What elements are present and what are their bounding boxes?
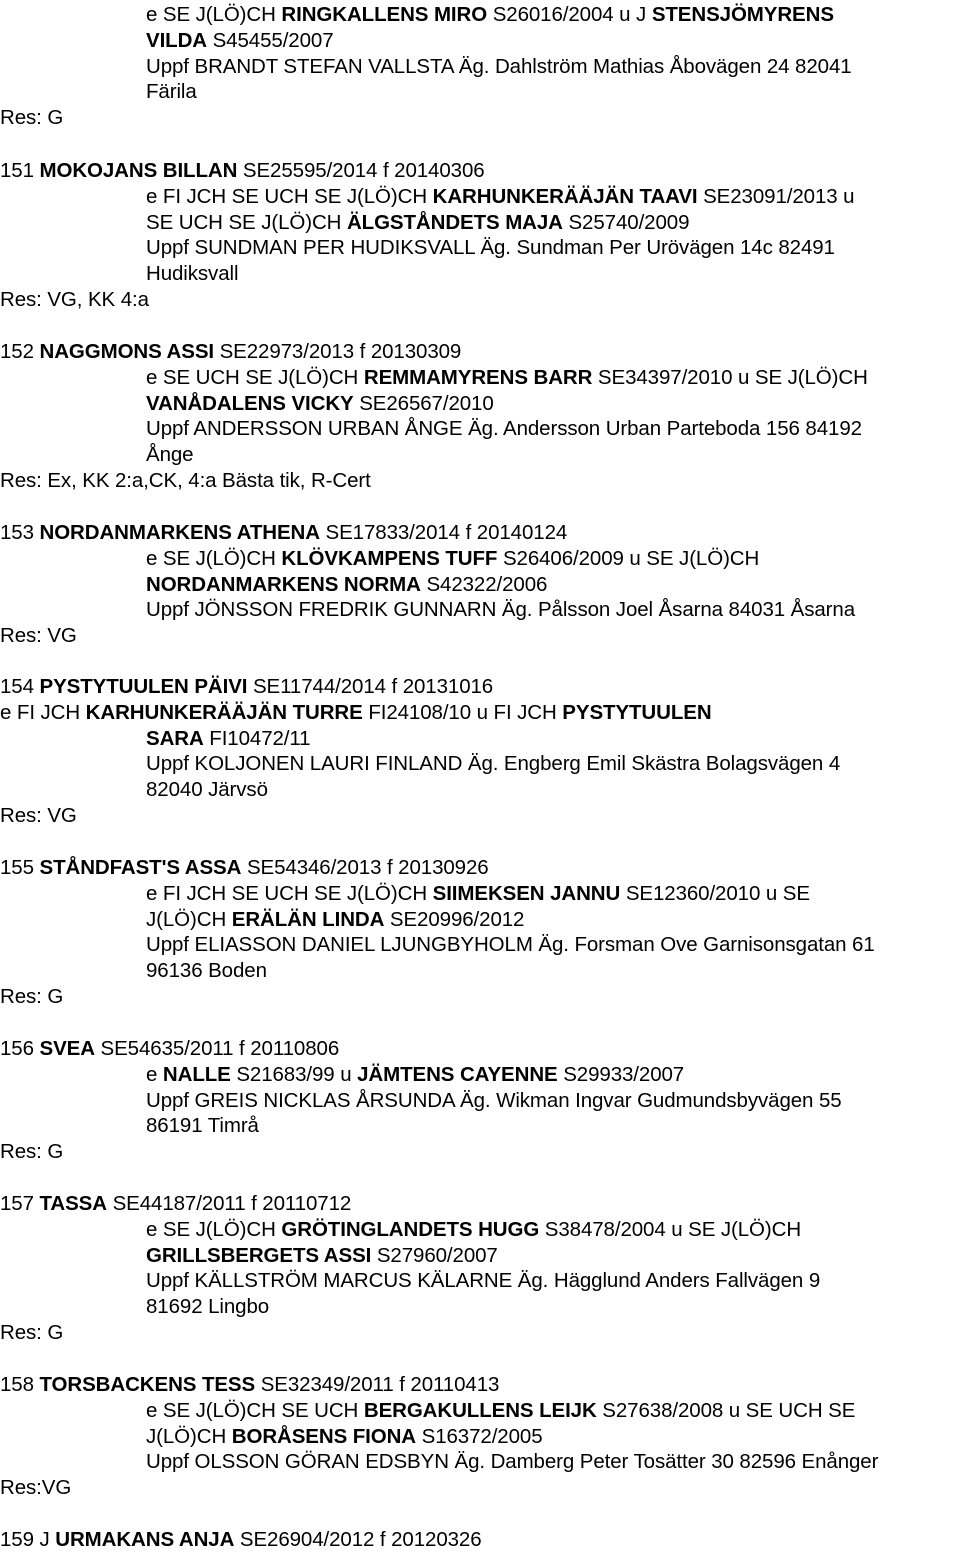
pedigree-line (0, 391, 960, 417)
dog-name: TORSBACKENS TESS (39, 1373, 256, 1396)
sire-name: GRÖTINGLANDETS HUGG (281, 1217, 540, 1241)
entry-154 (0, 674, 960, 829)
dog-reg: SE54346/2013 f 20130926 (241, 856, 489, 879)
entry-number: 156 (0, 1037, 40, 1060)
dog-name: NAGGMONS ASSI (39, 340, 214, 363)
dam-reg: S16372/2005 (416, 1424, 543, 1448)
pedigree-line (0, 210, 960, 236)
dam-reg: S42322/2006 (420, 572, 548, 596)
entry-158 (0, 1372, 960, 1501)
dam-name: STENSJÖMYRENS (651, 3, 834, 26)
sire-reg: S27638/2008 u SE UCH SE (596, 1398, 856, 1422)
breeder-line: Uppf ANDERSSON URBAN ÅNGE Äg. Andersson Urban Parteboda 156 84192 (146, 417, 862, 441)
entry-number: 152 (0, 340, 40, 363)
breeder-line: 96136 Boden (146, 959, 267, 983)
dog-name: NORDANMARKENS ATHENA (39, 521, 320, 544)
entry-155 (0, 855, 960, 1010)
title-prefix: e FI JCH SE UCH SE J(LÖ)CH (146, 184, 433, 208)
entry-153 (0, 520, 960, 649)
breeder-line: 82040 Järvsö (146, 778, 268, 802)
sire-name: RINGKALLENS MIRO (281, 3, 488, 26)
breeder-line: Uppf JÖNSSON FREDRIK GUNNARN Äg. Pålsson Joel Åsarna 84031 Åsarna (146, 598, 855, 622)
dog-name: MOKOJANS BILLAN (39, 159, 238, 182)
pedigree-line (0, 881, 960, 907)
pedigree-line (0, 700, 960, 726)
dam-reg: FI10472/11 (203, 726, 311, 750)
dam-reg: S27960/2007 (371, 1243, 498, 1267)
dam-reg: S29933/2007 (557, 1062, 685, 1086)
result-line: Res: G (0, 106, 64, 130)
title-prefix: e SE J(LÖ)CH SE UCH (146, 1398, 364, 1422)
pedigree-line (0, 1398, 960, 1424)
entry-header (0, 1372, 960, 1398)
sire-reg: SE34397/2010 u SE J(LÖ)CH (592, 365, 868, 389)
dog-name: PYSTYTUULEN PÄIVI (39, 675, 248, 698)
title-prefix: e SE J(LÖ)CH (146, 546, 282, 570)
result-line: Res: Ex, KK 2:a,CK, 4:a Bästa tik, R-Cert (0, 468, 371, 492)
entry-header (0, 1191, 960, 1217)
sire-name: REMMAMYRENS BARR (363, 365, 593, 389)
breeder-line: Uppf KÄLLSTRÖM MARCUS KÄLARNE Äg. Hägglund Anders Fallvägen 9 (146, 1269, 821, 1293)
sire-name: KLÖVKAMPENS TUFF (281, 546, 498, 570)
dog-reg: SE26904/2012 f 20120326 (234, 1528, 482, 1551)
sire-reg: SE12360/2010 u SE (620, 881, 810, 905)
result-line: Res: G (0, 984, 64, 1008)
breeder-line: Uppf BRANDT STEFAN VALLSTA Äg. Dahlström Mathias Åbovägen 24 82041 (146, 54, 852, 78)
dam-name: VILDA (146, 28, 208, 52)
title-prefix: J(LÖ)CH (146, 1424, 232, 1448)
dam-reg: S25740/2009 (562, 210, 690, 234)
entry-header (0, 1036, 960, 1062)
pedigree-line (0, 28, 960, 54)
sire-reg: S26016/2004 u J (487, 3, 652, 26)
title-prefix: SE UCH SE J(LÖ)CH (146, 210, 347, 234)
result-line: Res: VG, KK 4:a (0, 287, 149, 311)
entry-header (0, 674, 960, 700)
dog-name: TASSA (39, 1192, 107, 1215)
result-line: Res: VG (0, 803, 77, 827)
title-prefix: J(LÖ)CH (146, 907, 232, 931)
title-prefix: e SE J(LÖ)CH (146, 1217, 282, 1241)
result-line: Res:VG (0, 1476, 72, 1500)
entry-number: 155 (0, 856, 40, 879)
sire-name: SIIMEKSEN JANNU (432, 881, 621, 905)
dam-reg: SE20996/2012 (384, 907, 525, 931)
dog-name: STÅNDFAST'S ASSA (39, 856, 242, 879)
result-line: Res: G (0, 1140, 64, 1164)
sire-reg: S21683/99 u (230, 1062, 358, 1086)
breeder-line: Hudiksvall (146, 262, 239, 286)
dam-name: GRILLSBERGETS ASSI (146, 1243, 372, 1267)
dam-reg: S45455/2007 (207, 28, 334, 52)
dog-reg: SE54635/2011 f 20110806 (94, 1037, 340, 1060)
entry-number: 154 (0, 675, 40, 698)
dam-name: ERÄLÄN LINDA (231, 907, 385, 931)
entry-152 (0, 339, 960, 494)
result-line: Res: VG (0, 624, 77, 648)
entry-number: 153 (0, 521, 40, 544)
sire-name: KARHUNKERÄÄJÄN TAAVI (432, 184, 698, 208)
breeder-line: Ånge (146, 443, 194, 467)
pedigree-line (0, 365, 960, 391)
dog-reg: SE11744/2014 f 20131016 (247, 675, 494, 698)
entry-header (0, 158, 960, 184)
entry-159 (0, 1527, 960, 1553)
pedigree-line (0, 184, 960, 210)
pedigree-line (0, 907, 960, 933)
dam-name: BORÅSENS FIONA (231, 1424, 417, 1448)
dam-name: NORDANMARKENS NORMA (146, 572, 421, 596)
entry-header (0, 1527, 960, 1553)
dog-reg: SE44187/2011 f 20110712 (106, 1192, 352, 1215)
dog-reg: SE22973/2013 f 20130309 (213, 340, 462, 363)
entry-header (0, 855, 960, 881)
sire-name: KARHUNKERÄÄJÄN TURRE (85, 700, 363, 724)
sire-name: BERGAKULLENS LEIJK (363, 1398, 597, 1422)
entry-156 (0, 1036, 960, 1165)
breeder-line: Uppf SUNDMAN PER HUDIKSVALL Äg. Sundman Per Urövägen 14c 82491 (146, 236, 835, 260)
pedigree-line (0, 726, 960, 752)
pedigree-line (0, 1424, 960, 1450)
title-prefix: e FI JCH SE UCH SE J(LÖ)CH (146, 881, 433, 905)
entry-number: 151 (0, 159, 40, 182)
breeder-line: 81692 Lingbo (146, 1295, 270, 1319)
sire-reg: S38478/2004 u SE J(LÖ)CH (539, 1217, 802, 1241)
sire-reg: FI24108/10 u FI JCH (362, 700, 563, 724)
dog-reg: SE32349/2011 f 20110413 (255, 1373, 500, 1396)
dam-reg: SE26567/2010 (353, 391, 494, 415)
dam-name: SARA (146, 726, 204, 750)
breeder-line: Uppf KOLJONEN LAURI FINLAND Äg. Engberg Emil Skästra Bolagsvägen 4 (146, 752, 841, 776)
breeder-line: 86191 Timrå (146, 1114, 259, 1138)
entry-157 (0, 1191, 960, 1346)
entry-continued (0, 2, 960, 131)
dam-name: ÄLGSTÅNDETS MAJA (346, 210, 563, 234)
dam-name: PYSTYTUULEN (562, 700, 712, 724)
breeder-line: Uppf ELIASSON DANIEL LJUNGBYHOLM Äg. Forsman Ove Garnisonsgatan 61 (146, 933, 875, 957)
dog-reg: SE25595/2014 f 20140306 (237, 159, 485, 182)
dog-name: SVEA (39, 1037, 95, 1060)
dog-name: URMAKANS ANJA (55, 1528, 235, 1551)
pedigree-line (0, 2, 960, 28)
title-prefix: e SE UCH SE J(LÖ)CH (146, 365, 364, 389)
pedigree-line (0, 546, 960, 572)
dam-name: JÄMTENS CAYENNE (357, 1062, 558, 1086)
entry-header (0, 520, 960, 546)
title-prefix: e (146, 1062, 163, 1086)
dam-name: VANÅDALENS VICKY (146, 391, 354, 415)
pedigree-line (0, 1062, 960, 1088)
title-prefix: e FI JCH (0, 700, 86, 724)
entry-number: 157 (0, 1192, 40, 1215)
pedigree-line (0, 572, 960, 598)
sire-reg: SE23091/2013 u (697, 184, 855, 208)
title-prefix: e SE J(LÖ)CH (146, 3, 282, 26)
entry-number: 158 (0, 1373, 40, 1396)
breeder-line: Uppf GREIS NICKLAS ÅRSUNDA Äg. Wikman Ingvar Gudmundsbyvägen 55 (146, 1088, 842, 1112)
pedigree-line (0, 1243, 960, 1269)
sire-reg: S26406/2009 u SE J(LÖ)CH (497, 546, 760, 570)
breeder-line: Färila (146, 80, 197, 104)
entry-header (0, 339, 960, 365)
entry-151 (0, 158, 960, 313)
breeder-line: Uppf OLSSON GÖRAN EDSBYN Äg. Damberg Peter Tosätter 30 82596 Enånger (146, 1450, 879, 1474)
dog-reg: SE17833/2014 f 20140124 (319, 521, 568, 544)
sire-name: NALLE (162, 1062, 231, 1086)
entry-number: 159 J (0, 1528, 56, 1551)
pedigree-line (0, 1217, 960, 1243)
result-line: Res: G (0, 1320, 64, 1344)
